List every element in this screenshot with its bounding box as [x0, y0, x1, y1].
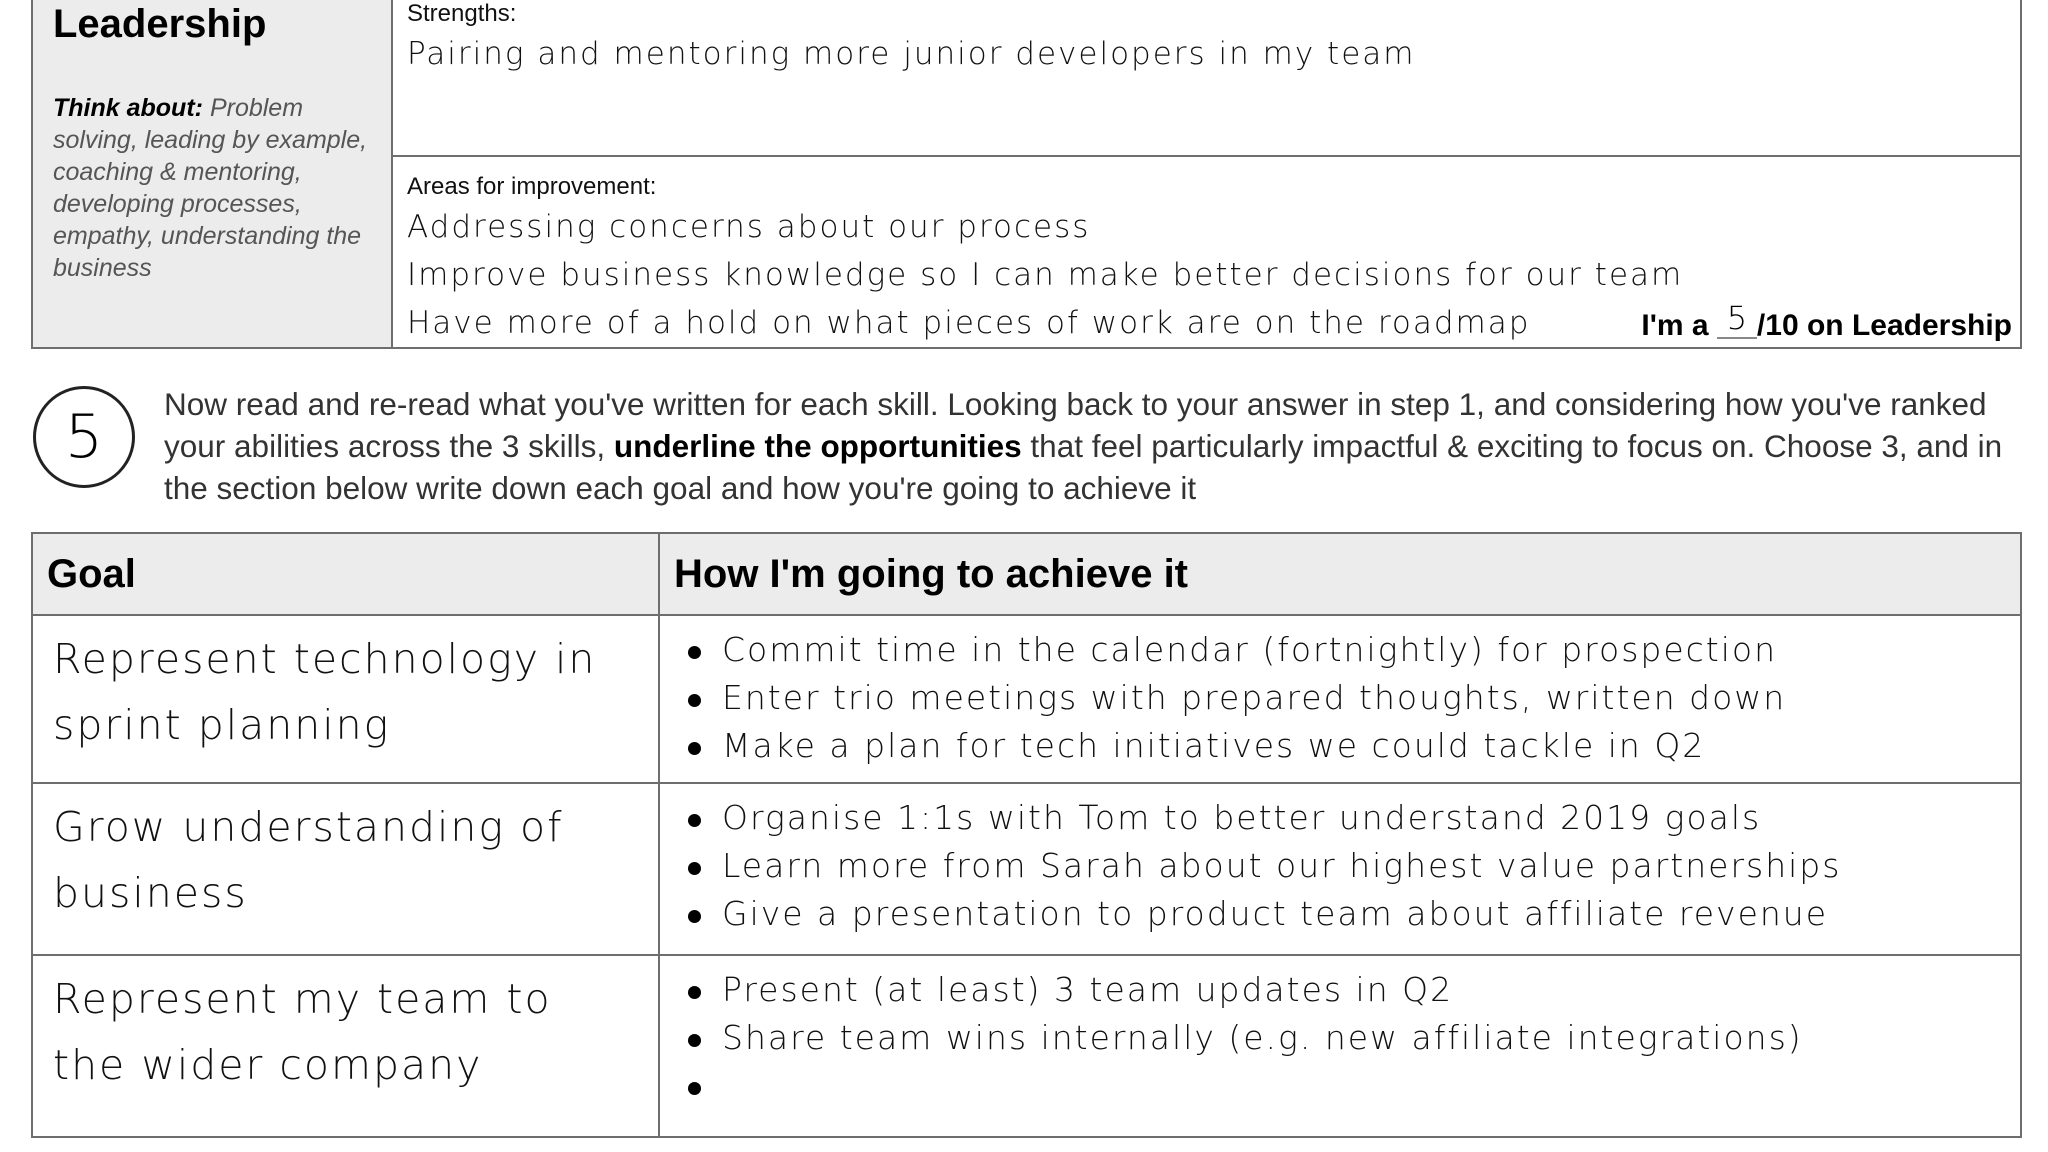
goal-column-header: Goal	[32, 533, 659, 615]
rating-score[interactable]: 5	[1717, 299, 1757, 339]
goal-row	[32, 955, 2021, 1137]
leadership-section	[31, 0, 2022, 349]
how-column-header: How I'm going to achieve it	[659, 533, 2021, 615]
step-text-after: that feel particularly impactful & exciting to focus on. Choose 3, and in the section below write down each goal and how you're going to achieve it	[164, 428, 2003, 506]
improvement-box[interactable]	[393, 157, 2020, 347]
goals-table	[31, 532, 2022, 1138]
improvement-item: Addressing concerns about our process	[407, 209, 1091, 245]
step-text-before: Now read and re-read what you've written for each skill. Looking back to your answer in step 1, and considering how you've ranked your abilities across the 3 skills,	[164, 386, 1987, 464]
step-text-bold: underline the opportunities	[613, 428, 1022, 464]
how-list	[686, 626, 2006, 770]
how-list	[686, 966, 2006, 1062]
strengths-text: Pairing and mentoring more junior developers in my team	[407, 36, 1416, 72]
think-about-text	[53, 92, 373, 284]
goal-cell[interactable]: Represent technology in sprint planning	[32, 615, 659, 783]
leadership-rating	[1641, 299, 2012, 345]
goals-header-row	[32, 533, 2021, 615]
goal-cell[interactable]: Grow understanding of business	[32, 783, 659, 955]
think-about-topics: Problem solving, leading by example, coaching & mentoring, developing processes, empathy, understanding the business	[53, 94, 368, 282]
leadership-title: Leadership	[53, 2, 267, 46]
how-item: Commit time in the calendar (fortnightly) for prospection	[686, 626, 2006, 674]
leadership-content	[393, 0, 2020, 347]
think-about-label: Think about:	[53, 94, 203, 122]
how-item: Learn more from Sarah about our highest value partnerships	[686, 842, 2006, 890]
how-cell[interactable]	[659, 783, 2021, 955]
strengths-label: Strengths:	[407, 0, 517, 27]
how-item: Give a presentation to product team about affiliate revenue	[686, 890, 2006, 938]
how-cell[interactable]	[659, 955, 2021, 1137]
strengths-box[interactable]	[393, 0, 2020, 157]
how-item: Share team wins internally (e.g. new affiliate integrations)	[686, 1014, 2006, 1062]
goal-row	[32, 615, 2021, 783]
rating-prefix: I'm a	[1641, 309, 1709, 342]
leadership-sidebar	[33, 0, 393, 347]
how-item: Enter trio meetings with prepared thoughts, written down	[686, 674, 2006, 722]
rating-suffix: /10 on Leadership	[1756, 309, 2012, 342]
improvement-label: Areas for improvement:	[407, 173, 657, 200]
how-item: Organise 1:1s with Tom to better understand 2019 goals	[686, 794, 2006, 842]
improvement-item: Have more of a hold on what pieces of work are on the roadmap	[407, 305, 1531, 341]
how-item: Present (at least) 3 team updates in Q2	[686, 966, 2006, 1014]
improvement-item: Improve business knowledge so I can make better decisions for our team	[407, 257, 1684, 293]
how-cell[interactable]	[659, 615, 2021, 783]
step-number-circle: 5	[33, 386, 135, 488]
goal-cell[interactable]: Represent my team to the wider company	[32, 955, 659, 1137]
step-instructions	[164, 383, 2014, 509]
how-item: Make a plan for tech initiatives we could tackle in Q2	[686, 722, 2006, 770]
goal-row	[32, 783, 2021, 955]
how-list	[686, 794, 2006, 938]
